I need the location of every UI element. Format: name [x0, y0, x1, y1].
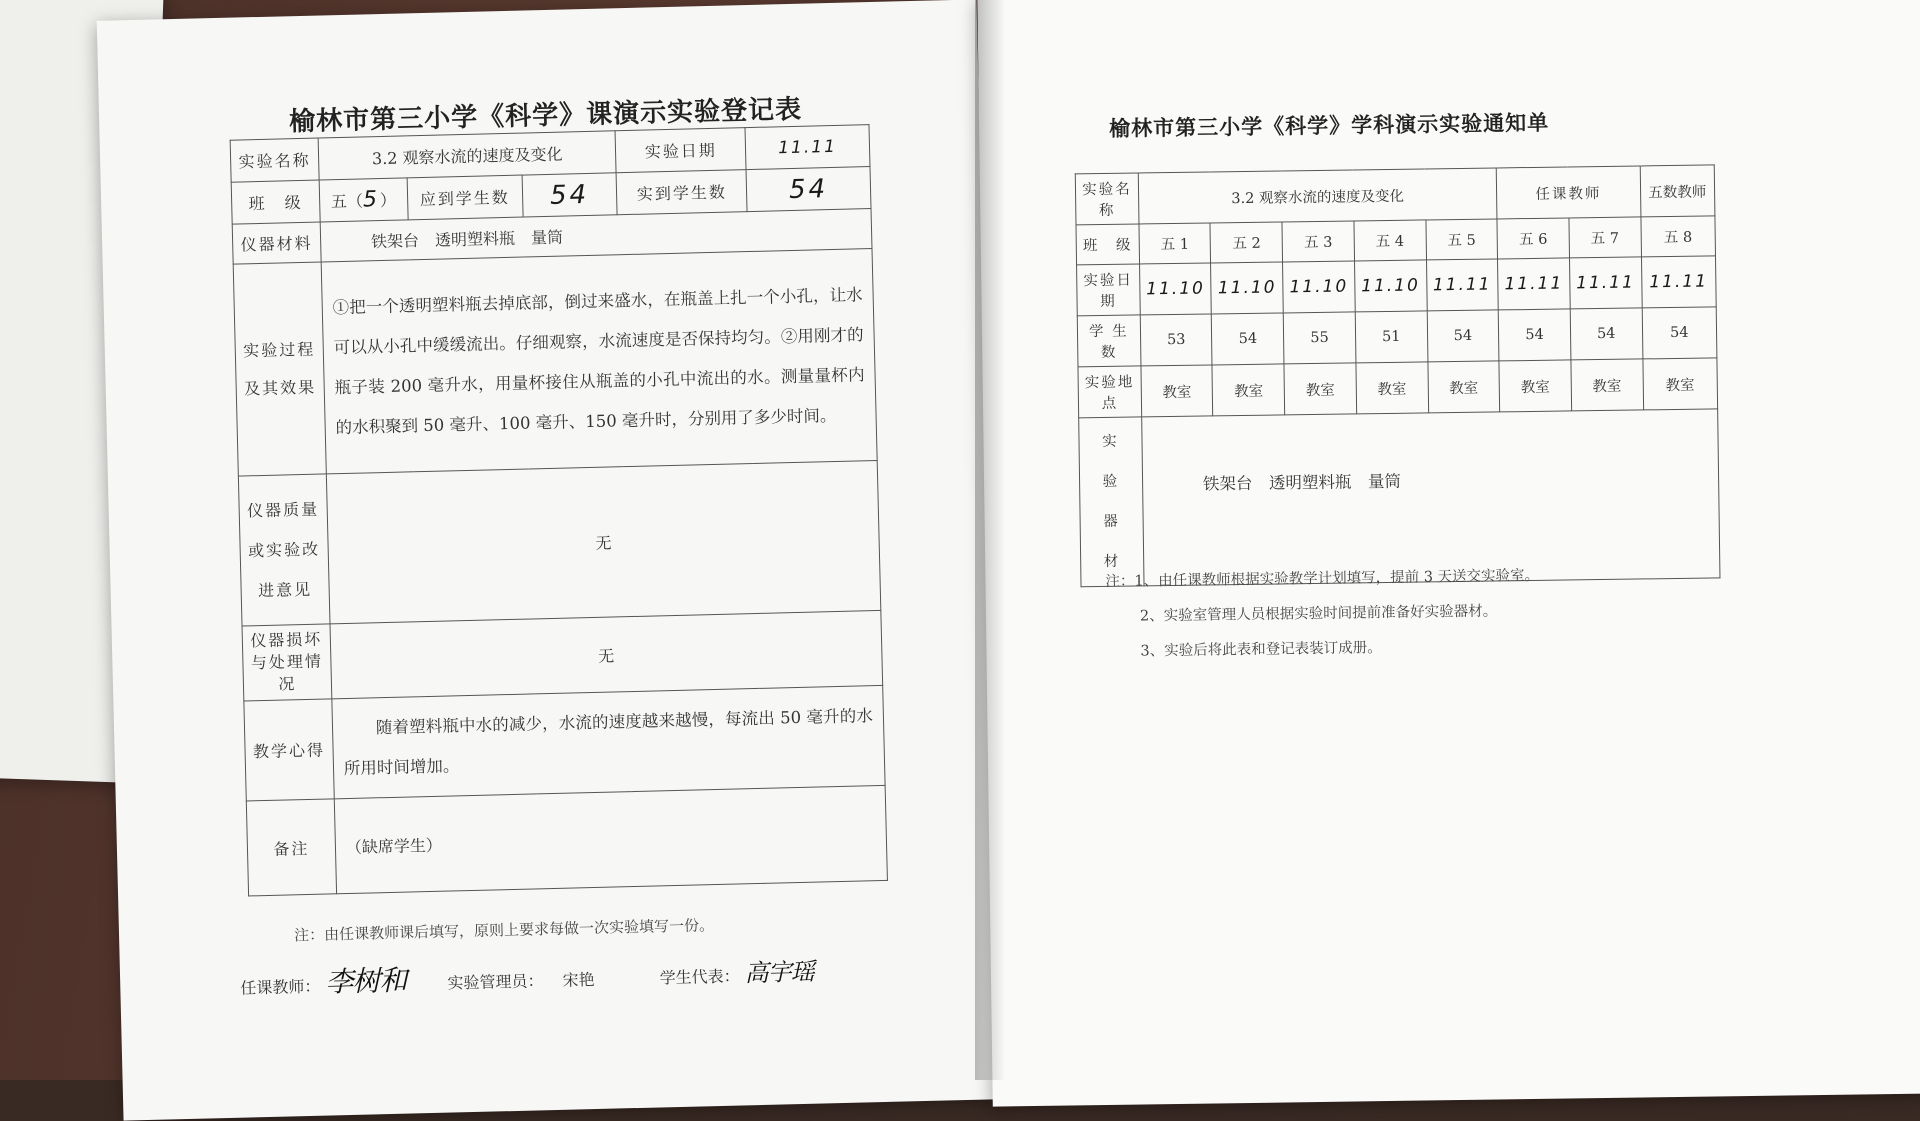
notice-date-cell: 11.11 [1426, 259, 1498, 311]
notice-note-1: 注：1、由任课教师根据实验教学计划填写，提前 3 天送交实验室。 [1105, 567, 1540, 590]
registration-form-note: 注：由任课教师课后填写，原则上要求每做一次实验填写一份。 [293, 916, 715, 945]
notice-form-table [1075, 164, 1721, 587]
notice-date-cell: 11.11 [1569, 257, 1641, 309]
page-fold-shadow [975, 0, 1005, 1080]
notice-date-cell: 11.10 [1354, 260, 1426, 312]
notice-location-label: 实验地点 [1078, 366, 1142, 418]
equipment-label-char: 验 [1102, 473, 1120, 490]
notice-location-cell: 教室 [1212, 364, 1284, 416]
damage-value: 无 [330, 610, 883, 698]
notice-count-label: 学 生 数 [1077, 315, 1141, 367]
notice-class-cell: 五 8 [1640, 216, 1715, 257]
notice-class-cell: 五 3 [1282, 221, 1354, 262]
notice-teacher-label: 任课教师 [1496, 166, 1640, 219]
quality-value: 无 [326, 460, 881, 623]
notice-count-cell: 55 [1283, 312, 1355, 364]
teacher-signature: 李树和 [324, 963, 407, 999]
notice-date-cell: 11.10 [1283, 261, 1355, 313]
notice-date-cell: 11.11 [1641, 256, 1716, 308]
notice-notes [1105, 559, 1540, 670]
notice-experiment-name-value: 3.2 观察水流的速度及变化 [1138, 168, 1497, 224]
expected-students-label: 应到学生数 [407, 175, 523, 220]
equipment-label-char: 材 [1103, 553, 1121, 570]
notice-class-cell: 五 5 [1425, 219, 1497, 260]
remarks-label: 备注 [246, 799, 336, 896]
notice-location-cell: 教室 [1642, 358, 1717, 410]
notice-date-cell: 11.10 [1211, 262, 1283, 314]
class-prefix: 五（ [330, 191, 364, 212]
notice-note-3: 3、实验后将此表和登记表装订成册。 [1140, 640, 1382, 660]
notice-equipment-value: 铁架台 透明塑料瓶 量筒 [1141, 409, 1719, 586]
notice-count-cell: 54 [1498, 309, 1570, 361]
student-label: 学生代表： [659, 966, 740, 988]
materials-label: 仪器材料 [232, 222, 321, 264]
class-number: 5 [362, 187, 381, 213]
teacher-label: 任课教师： [240, 976, 321, 998]
student-signature: 高宇瑶 [744, 957, 815, 988]
notice-class-cell: 五 2 [1210, 222, 1282, 263]
notice-date-label: 实验日期 [1077, 264, 1141, 316]
notice-location-cell: 教室 [1141, 365, 1213, 417]
notice-count-cell: 51 [1355, 311, 1427, 363]
process-text: ①把一个透明塑料瓶去掉底部，倒过来盛水，在瓶盖上扎一个小孔，让水可以从小孔中缓缓流出。仔细观察，水流速度是否保持均匀。②用刚才的瓶子装 200 毫升水，用量杯接住从瓶盖的小孔中流出的水。测量量杯内的水积聚到 50 毫升、100 毫升、150 毫升时，分别用了多少时间。 [321, 249, 877, 474]
notice-class-cell: 五 6 [1497, 218, 1569, 259]
quality-label: 仪器质量或实验改进意见 [238, 474, 330, 626]
class-value [319, 178, 408, 222]
registration-form-sheet [97, 0, 1004, 1121]
signature-line [240, 949, 814, 1003]
process-label: 实验过程及其效果 [233, 262, 326, 476]
class-suffix: ） [379, 190, 397, 211]
notice-location-cell: 教室 [1571, 359, 1643, 411]
notice-count-cell: 53 [1140, 314, 1212, 366]
notice-equipment-label [1079, 417, 1144, 587]
equipment-label-char: 器 [1103, 513, 1120, 530]
admin-name: 宋艳 [562, 970, 595, 990]
notice-date-cell: 11.11 [1498, 258, 1570, 310]
actual-students-label: 实到学生数 [616, 170, 747, 215]
remarks-value: （缺席学生） [334, 785, 887, 893]
notice-location-cell: 教室 [1356, 362, 1428, 414]
notice-count-cell: 54 [1212, 313, 1284, 365]
actual-students-value: 54 [746, 167, 871, 212]
notice-count-cell: 54 [1427, 310, 1499, 362]
registration-form-table [230, 124, 888, 896]
notice-class-cell: 五 1 [1139, 223, 1211, 264]
notice-experiment-name-label: 实验名称 [1075, 173, 1139, 225]
notice-class-label: 班 级 [1076, 224, 1139, 265]
notice-note-2: 2、实验室管理人员根据实验时间提前准备好实验器材。 [1139, 603, 1498, 625]
damage-label: 仪器损坏与处理情况 [242, 624, 332, 701]
experiment-name-value: 3.2 观察水流的速度及变化 [318, 131, 616, 180]
notice-location-cell: 教室 [1427, 361, 1499, 413]
experiment-name-label: 实验名称 [230, 138, 319, 182]
notice-form-title: 榆林市第三小学《科学》学科演示实验通知单 [1108, 109, 1550, 141]
expected-students-value: 54 [522, 173, 618, 217]
notice-count-cell: 54 [1642, 307, 1717, 359]
reflection-text: 随着塑料瓶中水的减少，水流的速度越来越慢，每流出 50 毫升的水所用时间增加。 [332, 685, 885, 798]
equipment-label-char: 实 [1102, 433, 1119, 450]
date-value: 11.11 [745, 125, 870, 170]
notice-count-cell: 54 [1570, 308, 1642, 360]
notice-location-cell: 教室 [1284, 363, 1356, 415]
registration-form-title: 榆林市第三小学《科学》课演示实验登记表 [288, 94, 803, 138]
notice-class-cell: 五 4 [1354, 220, 1426, 261]
class-label: 班 级 [231, 180, 320, 224]
notice-teacher-value: 五数教师 [1640, 165, 1715, 217]
notice-location-cell: 教室 [1499, 360, 1571, 412]
notice-form-sheet [977, 0, 1920, 1107]
notice-date-cell: 11.10 [1139, 263, 1211, 315]
admin-label: 实验管理员： [447, 971, 544, 993]
date-label: 实验日期 [615, 128, 746, 173]
materials-value: 铁架台 透明塑料瓶 量筒 [320, 209, 872, 262]
notice-class-cell: 五 7 [1569, 217, 1641, 258]
reflection-label: 教学心得 [244, 699, 334, 801]
